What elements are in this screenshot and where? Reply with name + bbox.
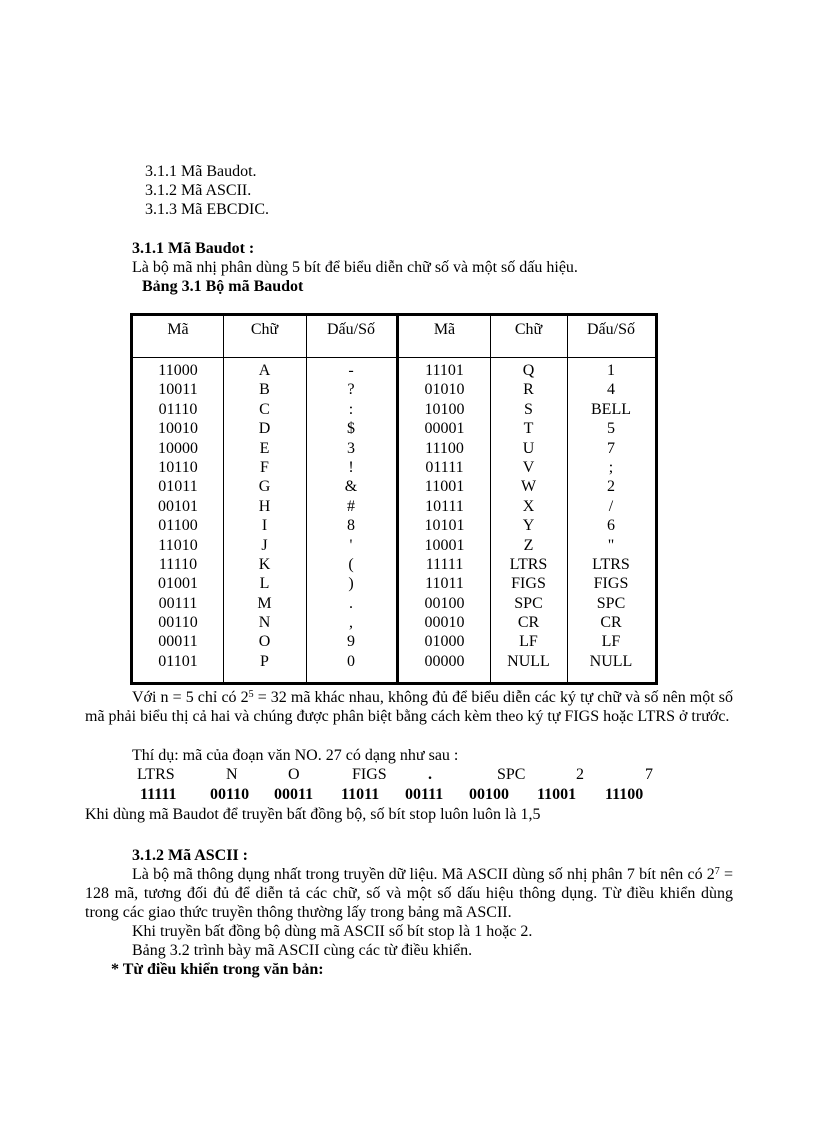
baudot-intro: Là bộ mã nhị phân dùng 5 bít để biểu diễn chữ số và một số dấu hiệu. bbox=[132, 259, 578, 276]
letter-cell: LTRS bbox=[509, 555, 548, 573]
code-cell: 11101 bbox=[425, 362, 464, 379]
code-cell: 00100 bbox=[424, 594, 465, 612]
figure-cell: 9 bbox=[347, 633, 355, 651]
letter-cell: U bbox=[522, 439, 535, 457]
toc-item-3-1-1: 3.1.1 Mã Baudot. bbox=[145, 163, 257, 180]
code-cell: 00001 bbox=[424, 420, 465, 438]
letter-cell: G bbox=[258, 478, 271, 496]
letter-cell: W bbox=[520, 478, 537, 496]
figure-cell: 8 bbox=[347, 517, 355, 535]
section-heading-ascii: 3.1.2 Mã ASCII : bbox=[132, 847, 249, 864]
code-cell: 10001 bbox=[424, 536, 465, 554]
letter-cell: M bbox=[257, 594, 272, 612]
column-codes-right bbox=[399, 361, 490, 671]
column-codes-left bbox=[133, 361, 223, 671]
header-code-left: Mã bbox=[167, 321, 189, 338]
example-label: 2 bbox=[576, 766, 584, 783]
letter-cell: K bbox=[258, 555, 271, 573]
letter-cell: B bbox=[259, 381, 270, 399]
toc-item-3-1-3: 3.1.3 Mã EBCDIC. bbox=[145, 201, 269, 218]
figure-cell: " bbox=[607, 536, 615, 554]
figure-cell: # bbox=[347, 497, 355, 515]
header-letter-right: Chữ bbox=[514, 321, 543, 338]
example-code: 00011 bbox=[274, 786, 314, 803]
letter-cell: E bbox=[259, 439, 270, 457]
example-intro: Thí dụ: mã của đoạn văn NO. 27 có dạng như sau : bbox=[132, 747, 459, 764]
letter-cell: CR bbox=[517, 614, 540, 632]
figure-cell: $ bbox=[347, 420, 355, 438]
explanation-end: = 32 mã khác nhau, không đủ để biểu diễn các ký tự chữ và số nên một số mã phải biểu thị cả hai và chúng được phân biệt bằng cách kèm theo ký tự FIGS hoặc LTRS ở trước. bbox=[85, 689, 733, 725]
letter-cell: V bbox=[522, 458, 535, 476]
code-cell: 10100 bbox=[424, 400, 465, 418]
example-label: . bbox=[428, 766, 432, 783]
ascii-stop-bit: Khi truyền bất đồng bộ dùng mã ASCII số bít stop là 1 hoặc 2. bbox=[132, 923, 533, 940]
ascii-paragraph-start: Là bộ mã thông dụng nhất trong truyền dữ liệu. Mã ASCII dùng số nhị phân 7 bít nên có 2 bbox=[132, 866, 715, 883]
ascii-paragraph-end: = 128 mã, tương đối đủ để diễn tả các chữ, số và một số dấu hiệu thông dụng. Từ điều khiển dùng trong các giao thức truyền thông thường lấy trong bảng mã ASCII. bbox=[85, 866, 733, 921]
ascii-table-ref: Bảng 3.2 trình bày mã ASCII cùng các từ điều khiển. bbox=[132, 942, 473, 959]
letter-cell: F bbox=[260, 458, 269, 476]
letter-cell: X bbox=[522, 497, 535, 515]
figure-cell: 0 bbox=[347, 652, 355, 670]
code-cell: 00011 bbox=[158, 633, 198, 651]
code-cell: 11100 bbox=[425, 439, 464, 457]
table-caption: Bảng 3.1 Bộ mã Baudot bbox=[142, 278, 304, 295]
code-cell: 11000 bbox=[158, 362, 198, 379]
figure-cell: ! bbox=[348, 458, 354, 476]
letter-cell: J bbox=[261, 536, 268, 554]
code-cell: 00110 bbox=[158, 614, 198, 632]
letter-cell: I bbox=[261, 517, 268, 535]
letter-cell: Q bbox=[522, 362, 535, 379]
toc-item-3-1-2: 3.1.2 Mã ASCII. bbox=[145, 182, 252, 199]
letter-cell: NULL bbox=[507, 652, 550, 670]
example-code: 11011 bbox=[341, 786, 380, 803]
letter-cell: P bbox=[260, 652, 269, 670]
letter-cell: Y bbox=[522, 517, 535, 535]
figure-cell: ( bbox=[348, 555, 354, 573]
code-cell: 01010 bbox=[424, 381, 465, 399]
example-code: 11111 bbox=[140, 786, 177, 803]
figure-cell: , bbox=[349, 614, 353, 632]
letter-cell: Z bbox=[523, 536, 534, 554]
letter-cell: S bbox=[524, 400, 533, 418]
figure-cell: NULL bbox=[589, 652, 633, 670]
code-cell: 00010 bbox=[424, 614, 465, 632]
code-cell: 00101 bbox=[158, 497, 198, 515]
example-code: 11100 bbox=[605, 786, 644, 803]
figure-cell: / bbox=[608, 497, 614, 515]
example-code: 00111 bbox=[405, 786, 444, 803]
figure-cell: - bbox=[348, 362, 354, 379]
letter-cell: C bbox=[259, 400, 270, 418]
figure-cell: ? bbox=[347, 381, 355, 399]
figure-cell: FIGS bbox=[593, 575, 629, 593]
code-cell: 01110 bbox=[158, 400, 198, 418]
column-letters-right bbox=[490, 361, 567, 671]
code-cell: 10000 bbox=[158, 439, 198, 457]
figure-cell: 6 bbox=[607, 517, 615, 535]
baudot-explanation bbox=[85, 688, 733, 726]
code-cell: 11110 bbox=[158, 555, 198, 573]
figure-cell: ) bbox=[348, 575, 354, 593]
header-figure-left: Dấu/Số bbox=[327, 321, 375, 338]
ascii-paragraph bbox=[85, 865, 733, 922]
code-cell: 10111 bbox=[425, 497, 464, 515]
example-label: 7 bbox=[645, 766, 653, 783]
example-label: FIGS bbox=[352, 766, 387, 783]
example-label: LTRS bbox=[137, 766, 175, 783]
code-cell: 01011 bbox=[158, 478, 198, 496]
figure-cell: ' bbox=[349, 536, 353, 554]
figure-cell: 5 bbox=[607, 420, 615, 438]
exponent: 5 bbox=[248, 689, 254, 700]
header-letter-left: Chữ bbox=[250, 321, 279, 338]
letter-cell: A bbox=[258, 362, 271, 379]
figure-cell: LTRS bbox=[592, 555, 630, 573]
code-cell: 00000 bbox=[424, 652, 465, 670]
figure-cell: 1 bbox=[607, 362, 615, 379]
figure-cell: SPC bbox=[596, 594, 626, 612]
figure-cell: . bbox=[349, 594, 353, 612]
header-figure-right: Dấu/Số bbox=[587, 321, 635, 338]
example-code: 00100 bbox=[469, 786, 509, 803]
letter-cell: R bbox=[523, 381, 534, 399]
figure-cell: CR bbox=[600, 614, 622, 632]
figure-cell: 3 bbox=[347, 439, 355, 457]
column-letters-left bbox=[223, 361, 306, 671]
figure-cell: 2 bbox=[607, 478, 615, 496]
example-code: 00110 bbox=[210, 786, 250, 803]
letter-cell: O bbox=[258, 633, 271, 651]
code-cell: 01111 bbox=[425, 458, 464, 476]
header-code-right: Mã bbox=[433, 321, 456, 338]
section-heading-baudot: 3.1.1 Mã Baudot : bbox=[132, 240, 255, 257]
explanation-start: Với n = 5 chỉ có 2 bbox=[132, 689, 249, 706]
letter-cell: L bbox=[259, 575, 270, 593]
example-codes-row bbox=[0, 785, 816, 804]
header-rule bbox=[133, 357, 655, 358]
code-cell: 10010 bbox=[158, 420, 198, 438]
letter-cell: N bbox=[258, 614, 271, 632]
exponent: 7 bbox=[714, 866, 720, 877]
code-cell: 10110 bbox=[158, 458, 198, 476]
figure-cell: & bbox=[344, 478, 358, 496]
example-label: O bbox=[288, 766, 300, 783]
control-words-subheading: * Từ điều khiển trong văn bản: bbox=[111, 961, 324, 978]
letter-cell: FIGS bbox=[511, 575, 546, 593]
code-cell: 11001 bbox=[424, 478, 465, 496]
letter-cell: H bbox=[258, 497, 271, 515]
code-cell: 10101 bbox=[424, 517, 465, 535]
code-cell: 01101 bbox=[158, 652, 198, 670]
letter-cell: D bbox=[258, 420, 271, 438]
code-cell: 01100 bbox=[158, 517, 198, 535]
baudot-table bbox=[130, 313, 658, 685]
figure-cell: BELL bbox=[591, 400, 631, 418]
example-code: 11001 bbox=[537, 786, 577, 803]
column-figures-left bbox=[306, 361, 396, 671]
figure-cell: LF bbox=[601, 633, 621, 651]
code-cell: 11010 bbox=[158, 536, 198, 554]
example-label: N bbox=[226, 766, 238, 783]
figure-cell: 4 bbox=[607, 381, 615, 399]
figure-cell: 7 bbox=[607, 439, 615, 457]
letter-cell: SPC bbox=[514, 594, 543, 612]
figure-cell: ; bbox=[608, 458, 614, 476]
code-cell: 00111 bbox=[158, 594, 198, 612]
figure-cell: : bbox=[348, 400, 354, 418]
code-cell: 01000 bbox=[424, 633, 465, 651]
code-cell: 01001 bbox=[158, 575, 198, 593]
stop-bit-note: Khi dùng mã Baudot để truyền bất đồng bộ, số bít stop luôn luôn là 1,5 bbox=[85, 806, 541, 823]
column-figures-right bbox=[567, 361, 655, 671]
code-cell: 11011 bbox=[425, 575, 464, 593]
example-label: SPC bbox=[497, 766, 526, 783]
letter-cell: LF bbox=[519, 633, 538, 651]
code-cell: 11111 bbox=[425, 555, 464, 573]
letter-cell: T bbox=[523, 420, 534, 438]
example-labels-row bbox=[0, 765, 816, 784]
code-cell: 10011 bbox=[158, 381, 198, 399]
